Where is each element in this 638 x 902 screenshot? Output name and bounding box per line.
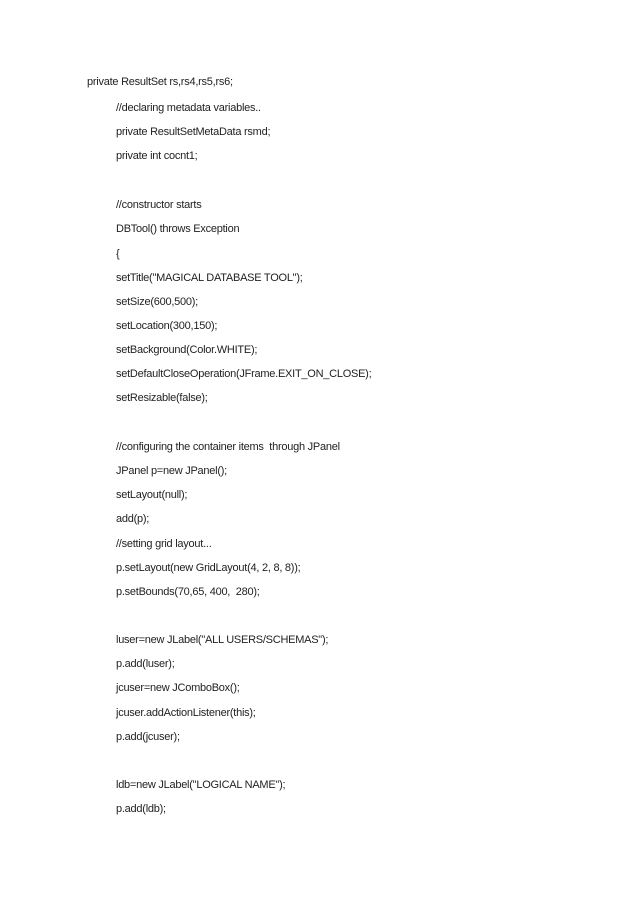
code-line: JPanel p=new JPanel(); (116, 465, 227, 477)
code-line: setSize(600,500); (116, 296, 198, 308)
code-line: setLayout(null); (116, 489, 188, 501)
code-comment: //declaring metadata variables.. (116, 102, 261, 114)
code-line: luser=new JLabel("ALL USERS/SCHEMAS"); (116, 634, 329, 646)
code-line: p.add(luser); (116, 658, 175, 670)
code-line: private ResultSet rs,rs4,rs5,rs6; (87, 76, 233, 88)
code-line: private int cocnt1; (116, 150, 198, 162)
code-line: jcuser.addActionListener(this); (116, 707, 256, 719)
code-line: p.setBounds(70,65, 400, 280); (116, 586, 260, 598)
code-comment: //setting grid layout... (116, 538, 212, 550)
code-comment: //configuring the container items through JPanel (116, 441, 340, 453)
code-line: p.setLayout(new GridLayout(4, 2, 8, 8)); (116, 562, 301, 574)
code-line: p.add(ldb); (116, 803, 166, 815)
code-line: DBTool() throws Exception (116, 223, 240, 235)
code-line: add(p); (116, 513, 150, 525)
code-line: p.add(jcuser); (116, 731, 180, 743)
code-line: ldb=new JLabel("LOGICAL NAME"); (116, 779, 286, 791)
code-line: setLocation(300,150); (116, 320, 218, 332)
code-line: setResizable(false); (116, 392, 208, 404)
code-line: jcuser=new JComboBox(); (116, 682, 240, 694)
code-comment: //constructor starts (116, 199, 202, 211)
code-line: setBackground(Color.WHITE); (116, 344, 258, 356)
code-line: private ResultSetMetaData rsmd; (116, 126, 271, 138)
code-line: setDefaultCloseOperation(JFrame.EXIT_ON_CLOSE); (116, 368, 372, 380)
code-line: { (116, 248, 120, 260)
code-line: setTitle("MAGICAL DATABASE TOOL"); (116, 272, 303, 284)
